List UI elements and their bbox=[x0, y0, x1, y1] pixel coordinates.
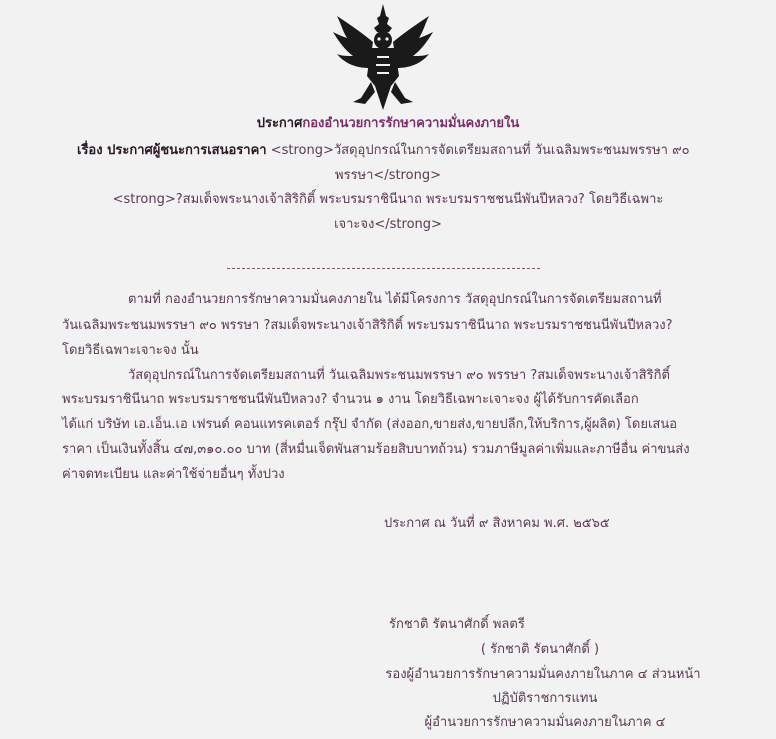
subject-line-1 bbox=[77, 141, 690, 161]
title-prefix: ประกาศ bbox=[256, 116, 303, 131]
signature-name: รักชาติ รัตนาศักดิ์ พลตรี bbox=[389, 617, 525, 632]
body-para1-line3: โดยวิธีเฉพาะเจาะจง นั้น bbox=[62, 343, 199, 358]
title-organization: กองอำนวยการรักษาความมั่นคงภายใน bbox=[302, 116, 520, 131]
signature-position-3: ผู้อำนวยการรักษาความมั่นคงภายในภาค ๔ bbox=[424, 715, 666, 730]
body-para2-line1: วัสดุอุปกรณ์ในการจัดเตรียมสถานที่ วันเฉลิมพระชนมพรรษา ๙๐ พรรษา ?สมเด็จพระนางเจ้าสิริกิติ์ bbox=[128, 368, 670, 383]
body-para2-line4: ราคา เป็นเงินทั้งสิ้น ๔๗,๓๑๐.๐๐ บาท (สี่หมื่นเจ็ดพันสามร้อยสิบบาทถ้วน) รวมภาษีมูลค่าเพิ่มและภาษีอื่น ค่าขนส่ง bbox=[62, 442, 690, 457]
body-para2-line3: ได้แก่ บริษัท เอ.เอ็น.เอ เฟรนด์ คอนแทรคเตอร์ กรุ๊ป จำกัด (ส่งออก,ขายส่ง,ขายปลีก,ให้บริการ,ผู้ผลิต) โดยเสนอ bbox=[62, 417, 678, 432]
signature-position-2: ปฏิบัติราชการแทน bbox=[492, 691, 598, 706]
garuda-emblem bbox=[331, 2, 435, 114]
announce-date: ประกาศ ณ วันที่ ๙ สิงหาคม พ.ศ. ๒๕๖๕ bbox=[384, 516, 610, 531]
separator-line bbox=[227, 268, 540, 269]
body-para1-line2: วันเฉลิมพระชนมพรรษา ๙๐ พรรษา ?สมเด็จพระนางเจ้าสิริกิติ์ พระบรมราชินีนาถ พระบรมราชชนนีพันปีหลวง? bbox=[62, 318, 673, 333]
subject-line-4: เจาะจง</strong> bbox=[334, 217, 442, 232]
subject-text-1: <strong>วัสดุอุปกรณ์ในการจัดเตรียมสถานที่ วันเฉลิมพระชนมพรรษา ๙๐ bbox=[266, 143, 690, 158]
body-para2-line5: ค่าจดทะเบียน และค่าใช้จ่ายอื่นๆ ทั้งปวง bbox=[62, 467, 285, 482]
subject-line-2: พรรษา</strong> bbox=[335, 168, 441, 183]
subject-line-3: <strong>?สมเด็จพระนางเจ้าสิริกิติ์ พระบรมราชินีนาถ พระบรมราชชนนีพันปีหลวง? โดยวิธีเฉพาะ bbox=[112, 192, 664, 207]
announcement-title bbox=[0, 114, 776, 134]
signature-position-1: รองผู้อำนวยการรักษาความมั่นคงภายในภาค ๔ ส่วนหน้า bbox=[385, 667, 701, 682]
signature-printed-name: ( รักชาติ รัตนาศักดิ์ ) bbox=[480, 642, 600, 657]
body-para1-line1: ตามที่ กองอำนวยการรักษาความมั่นคงภายใน ได้มีโครงการ วัสดุอุปกรณ์ในการจัดเตรียมสถานที่ bbox=[128, 292, 662, 307]
body-para2-line2: พระบรมราชินีนาถ พระบรมราชชนนีพันปีหลวง? จำนวน ๑ งาน โดยวิธีเฉพาะเจาะจง ผู้ได้รับการคัดเลือก bbox=[62, 392, 639, 407]
subject-label: เรื่อง ประกาศผู้ชนะการเสนอราคา bbox=[77, 143, 267, 158]
